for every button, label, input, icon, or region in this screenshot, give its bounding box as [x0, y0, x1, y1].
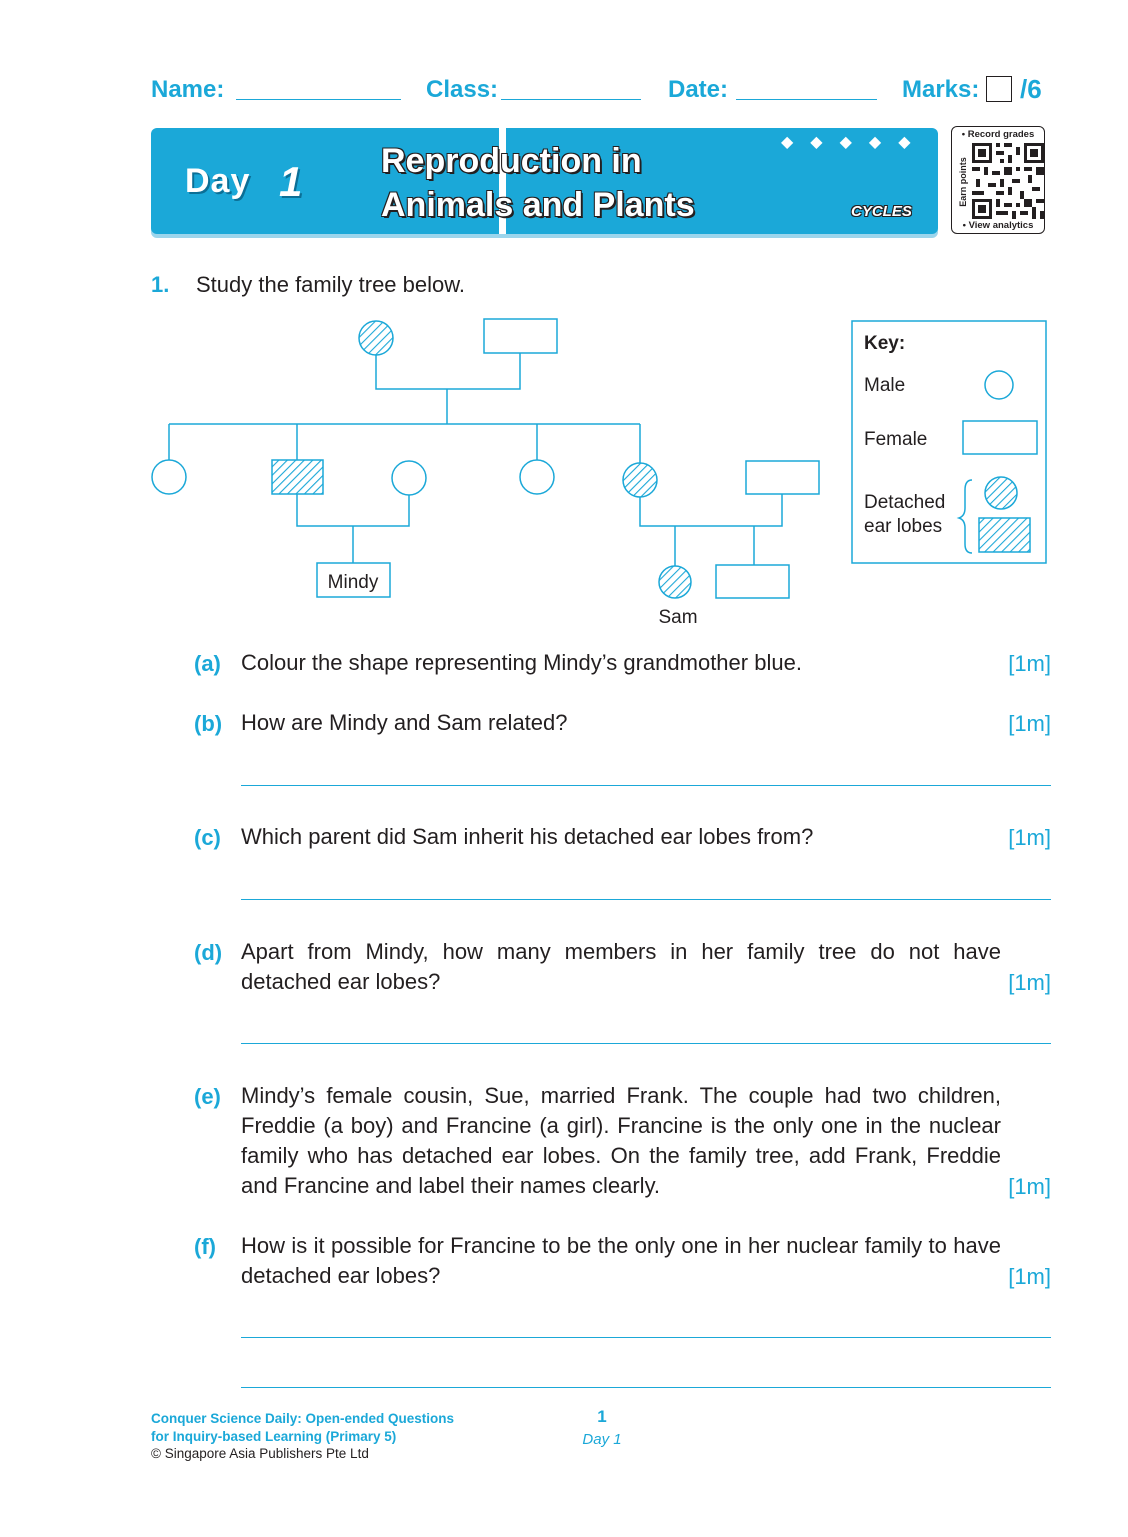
footer-day-label: Day 1: [582, 1431, 622, 1448]
answer-line-c[interactable]: [241, 899, 1051, 900]
sub-letter-e: (e): [194, 1084, 221, 1109]
mindy-mother-symbol[interactable]: [272, 460, 323, 494]
date-label: Date:: [668, 76, 729, 103]
banner-title-line2: Animals and Plants: [381, 186, 695, 224]
sam-symbol[interactable]: [659, 566, 691, 598]
sam-sister-symbol[interactable]: [716, 565, 789, 598]
key-detached-label-1: Detached: [864, 492, 946, 513]
key-detached-female-symbol: [979, 518, 1030, 552]
mindy-label: Mindy: [327, 572, 379, 593]
footer-copyright: © Singapore Asia Publishers Pte Ltd: [151, 1446, 369, 1461]
theme-badge: CYCLES: [851, 203, 912, 220]
marks-a: [1m]: [1008, 651, 1051, 676]
qr-bottom-text: • View analytics: [962, 220, 1034, 231]
sam-mother-symbol[interactable]: [746, 461, 819, 494]
family-tree-diagram: [0, 0, 1128, 640]
sub-letter-f: (f): [194, 1234, 216, 1259]
class-label: Class:: [426, 76, 499, 103]
sub-text-b: How are Mindy and Sam related?: [241, 710, 568, 735]
day-label: Day: [185, 162, 251, 200]
footer-book-line1: Conquer Science Daily: Open-ended Questions: [151, 1411, 455, 1426]
mindy-father-symbol[interactable]: [392, 461, 426, 495]
sub-letter-d: (d): [194, 940, 223, 965]
page-number: 1: [597, 1407, 607, 1426]
grandfather-symbol[interactable]: [359, 321, 393, 355]
qr-top-text: • Record grades: [961, 129, 1035, 140]
name-label: Name:: [151, 76, 225, 103]
sub-letter-b: (b): [194, 711, 223, 736]
marks-f: [1m]: [1008, 1264, 1051, 1289]
marks-d: [1m]: [1008, 970, 1051, 995]
answer-line-d[interactable]: [241, 1043, 1051, 1044]
footer-book-line2: for Inquiry-based Learning (Primary 5): [151, 1428, 397, 1444]
sam-label: Sam: [658, 607, 698, 628]
sub-text-d: Apart from Mindy, how many members in her family tree do not have detached ear lobes?: [241, 939, 1001, 994]
key-female-symbol: [963, 421, 1037, 454]
qr-side-text: Earn points: [957, 157, 968, 207]
day-number: 1: [279, 158, 303, 205]
marks-total: /6: [1020, 74, 1042, 104]
key-female-label: Female: [864, 429, 928, 450]
key-detached-label-2: ear lobes: [864, 516, 943, 537]
answer-line-f-1[interactable]: [241, 1337, 1051, 1338]
grandmother-symbol[interactable]: [484, 319, 557, 353]
sub-letter-a: (a): [194, 651, 221, 676]
answer-line-b[interactable]: [241, 785, 1051, 786]
marks-c: [1m]: [1008, 825, 1051, 850]
sub-text-f: How is it possible for Francine to be the only one in her nuclear family to have detached ear lobes?: [241, 1233, 1001, 1288]
key-title: Key:: [864, 333, 906, 354]
footer-book-info: [151, 1410, 454, 1463]
marks-e: [1m]: [1008, 1174, 1051, 1199]
key-male-symbol: [985, 371, 1013, 399]
question-number: 1.: [151, 272, 170, 297]
question-prompt: Study the family tree below.: [196, 272, 466, 297]
sub-text-a: Colour the shape representing Mindy’s grandmother blue.: [241, 650, 802, 675]
sub-letter-c: (c): [194, 825, 221, 850]
banner-title-line1: Reproduction in: [381, 142, 642, 180]
difficulty-diamonds: ◆◆◆◆◆: [781, 134, 928, 151]
marks-b: [1m]: [1008, 711, 1051, 736]
sub-text-e: Mindy’s female cousin, Sue, married Frank. The couple had two children, Freddie (a boy) and Francine (a girl). Francine is the only one in the nuclear family who has detached ear lobes. On the family tree, add Frank, Freddie and Francine and label their names clearly.: [241, 1083, 1001, 1198]
key-detached-male-symbol: [985, 477, 1017, 509]
uncle-symbol-2[interactable]: [520, 460, 554, 494]
answer-line-f-2[interactable]: [241, 1387, 1051, 1388]
marks-label: Marks:: [902, 76, 980, 103]
sam-father-symbol[interactable]: [623, 463, 657, 497]
sub-text-c: Which parent did Sam inherit his detached ear lobes from?: [241, 824, 814, 849]
uncle-symbol[interactable]: [152, 460, 186, 494]
key-male-label: Male: [864, 375, 906, 396]
